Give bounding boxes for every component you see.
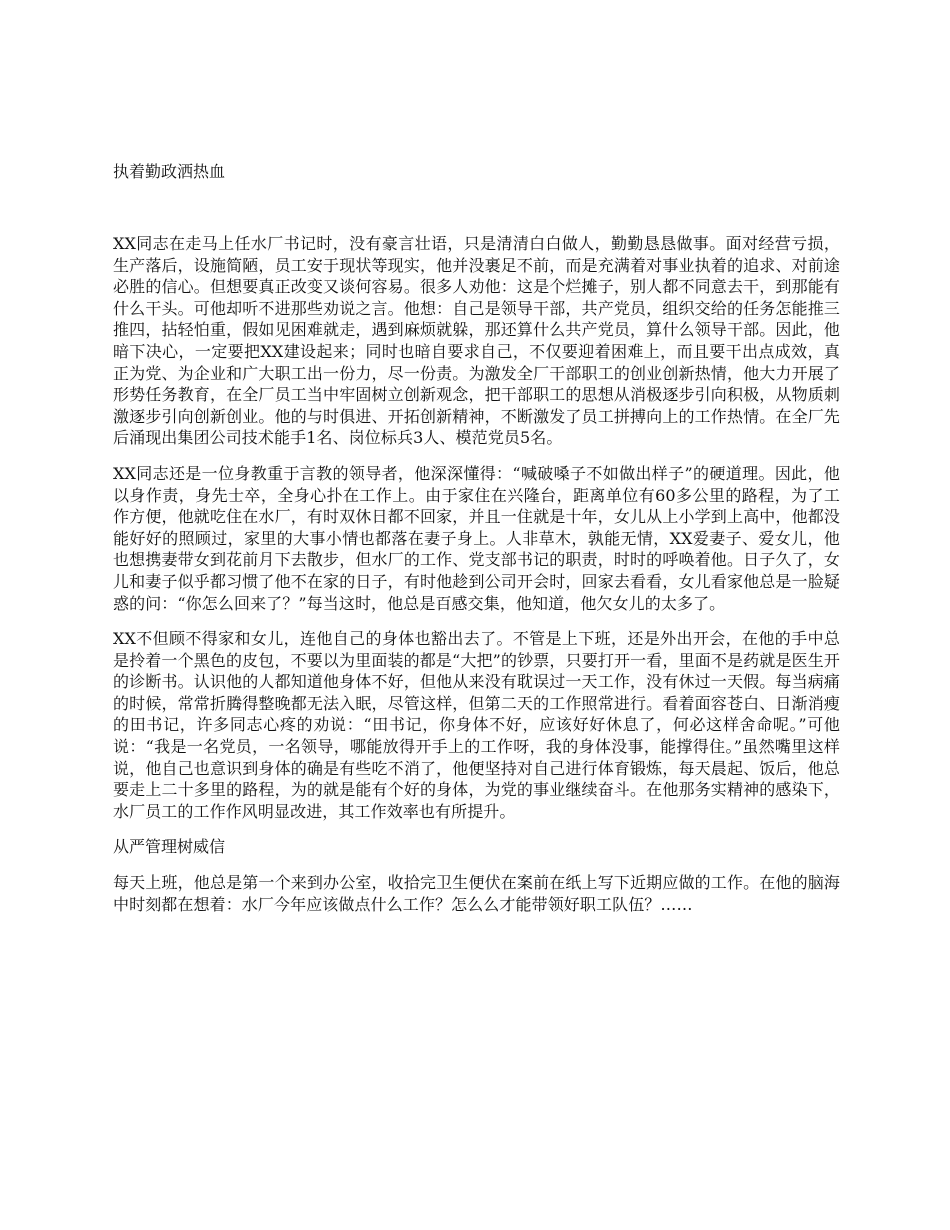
paragraph-1: XX同志在走马上任水厂书记时，没有豪言壮语，只是清清白白做人，勤勤恳恳做事。面对经营亏损，生产落后，设施简陋，员工安于现状等现实，他并没裹足不前，而是充满着对事业执着的追求、对前途必胜的信心。但想要真正改变又谈何容易。很多人劝他：这是个烂摊子，别人都不同意去干，到那能有什么干头。可他却听不进那些劝说之言。他想：自己是领导干部，共产党员，组织交给的任务怎能推三推四，拈轻怕重，假如见困难就走，遇到麻烦就躲，那还算什么共产党员，算什么领导干部。因此，他暗下决心，一定要把XX建设起来；同时也暗自要求自己，不仅要迎着困难上，而且要干出点成效，真正为党、为企业和广大职工出一份力，尽一份责。为激发全厂干部职工的创业创新热情，他大力开展了形势任务教育，在全厂员工当中牢固树立创新观念，把干部职工的思想从消极逐步引向积极，从物质刺激逐步引向创新创业。他的与时俱进、开拓创新精神，不断激发了员工拼搏向上的工作热情。在全厂先后涌现出集团公司技术能手1名、岗位标兵3人、模范党员5名。 <box>113 234 840 448</box>
section-heading: 从严管理树威信 <box>113 837 226 857</box>
paragraph-4: 每天上班，他总是第一个来到办公室，收拾完卫生便伏在案前在纸上写下近期应做的工作。在他的脑海中时刻都在想着：水厂今年应该做点什么工作？怎么么才能带领好职工队伍？…… <box>113 873 840 914</box>
document-title: 执着勤政洒热血 <box>113 162 226 181</box>
document-body <box>113 233 840 929</box>
paragraph-2: XX同志还是一位身教重于言教的领导者，他深深懂得：“喊破嗓子不如做出样子”的硬道理。因此，他以身作责，身先士卒，全身心扑在工作上。由于家住在兴隆台，距离单位有60多公里的路程，为了工作方便，他就吃住在水厂，有时双休日都不回家，并且一住就是十年，女儿从上小学到上高中，他都没能好好的照顾过，家里的大事小情也都落在妻子身上。人非草木，孰能无情，XX爱妻子、爱女儿，他也想携妻带女到花前月下去散步，但水厂的工作、党支部书记的职责，时时的呼唤着他。日子久了，女儿和妻子似乎都习惯了他不在家的日子，有时他趁到公司开会时，回家去看看，女儿看家他总是一脸疑惑的问：“你怎么回来了？”每当这时，他总是百感交集，他知道，他欠女儿的太多了。 <box>113 463 840 613</box>
paragraph-3: XX不但顾不得家和女儿，连他自己的身体也豁出去了。不管是上下班，还是外出开会，在他的手中总是拎着一个黑色的皮包，不要以为里面装的都是“大把”的钞票，只要打开一看，里面不是药就是医生开的诊断书。认识他的人都知道他身体不好，但他从来没有耽误过一天工作，没有休过一天假。每当病痛的时候，常常折腾得整晚都无法入眠，尽管这样，但第二天的工作照常进行。看着面容苍白、日渐消瘦的田书记，许多同志心疼的劝说：“田书记，你身体不好，应该好好休息了，何必这样舍命呢。”可他说：“我是一名党员，一名领导，哪能放得开手上的工作呀，我的身体没事，能撑得住。”虽然嘴里这样说，他自己也意识到身体的确是有些吃不消了，他便坚持对自己进行体育锻炼，每天晨起、饭后，他总要走上二十多里的路程，为的就是能有个好的身体，为党的事业继续奋斗。在他那务实精神的感染下，水厂员工的工作作风明显改进，其工作效率也有所提升。 <box>113 629 840 821</box>
